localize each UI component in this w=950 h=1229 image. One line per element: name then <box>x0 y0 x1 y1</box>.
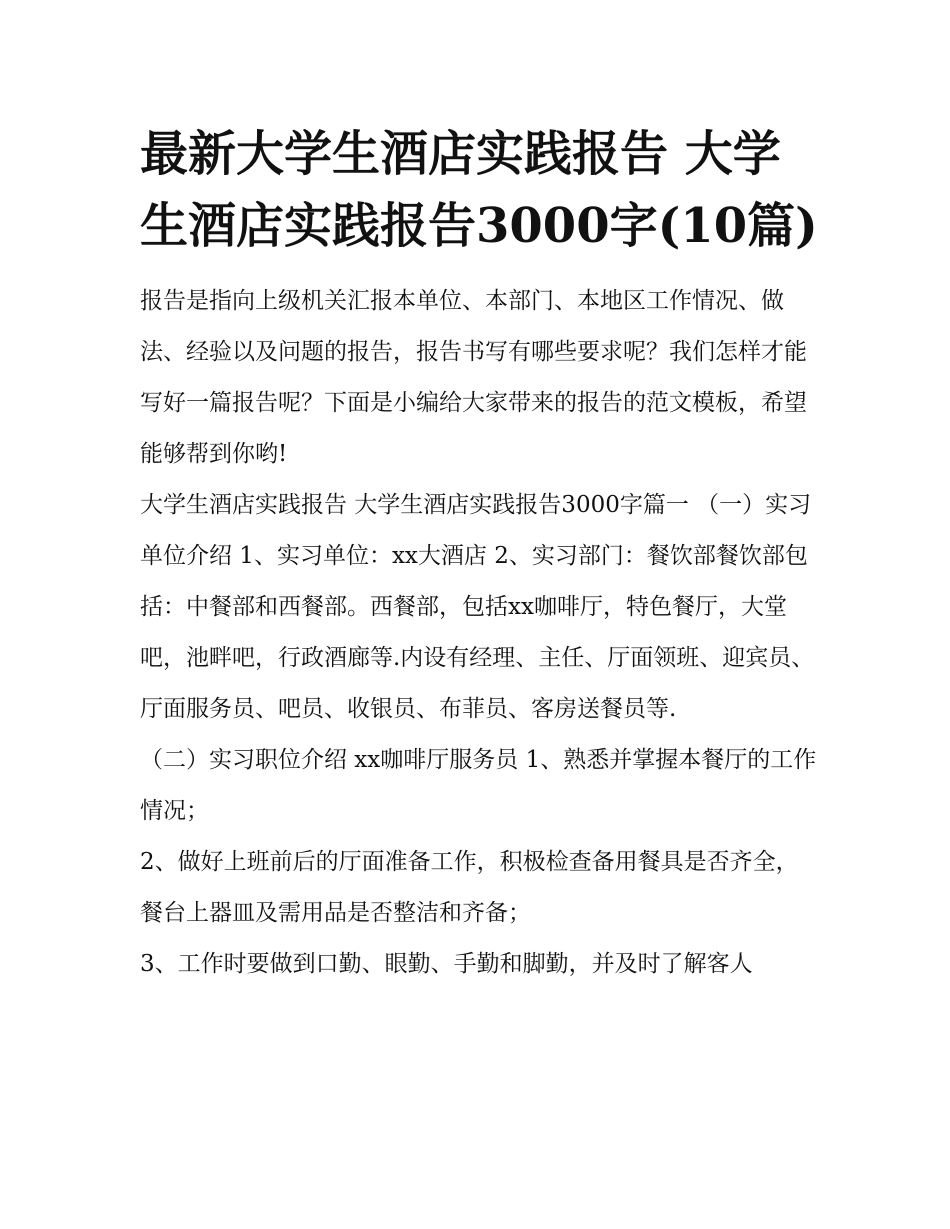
document-content <box>140 118 820 990</box>
paragraph-internship-position: （二）实习职位介绍 xx咖啡厅服务员 1、熟悉并掌握本餐厅的工作情况； <box>140 747 817 824</box>
paragraph-duty-3: 3、工作时要做到口勤、眼勤、手勤和脚勤，并及时了解客人 <box>140 951 753 977</box>
paragraph-internship-unit: 大学生酒店实践报告 大学生酒店实践报告3000字篇一 （一）实习单位介绍 1、实习单位：xx大酒店 2、实习部门：餐饮部餐饮部包括：中餐部和西餐部。西餐部，包括xx咖啡厅，特色餐厅，大堂吧，池畔吧，行政酒廊等.内设有经理、主任、厅面领班、迎宾员、厅面服务员、吧员、收银员、布菲员、客房送餐员等. <box>140 492 815 722</box>
paragraph-duty-2: 2、做好上班前后的厅面准备工作，积极检查备用餐具是否齐全，餐台上器皿及需用品是否整洁和齐备； <box>140 849 799 926</box>
document-title: 最新大学生酒店实践报告 大学生酒店实践报告3000字(10篇) <box>140 126 818 254</box>
paragraph-intro: 报告是指向上级机关汇报本单位、本部门、本地区工作情况、做法、经验以及问题的报告，报告书写有哪些要求呢？我们怎样才能写好一篇报告呢？下面是小编给大家带来的报告的范文模板，希望能够帮到你哟! <box>140 288 807 467</box>
